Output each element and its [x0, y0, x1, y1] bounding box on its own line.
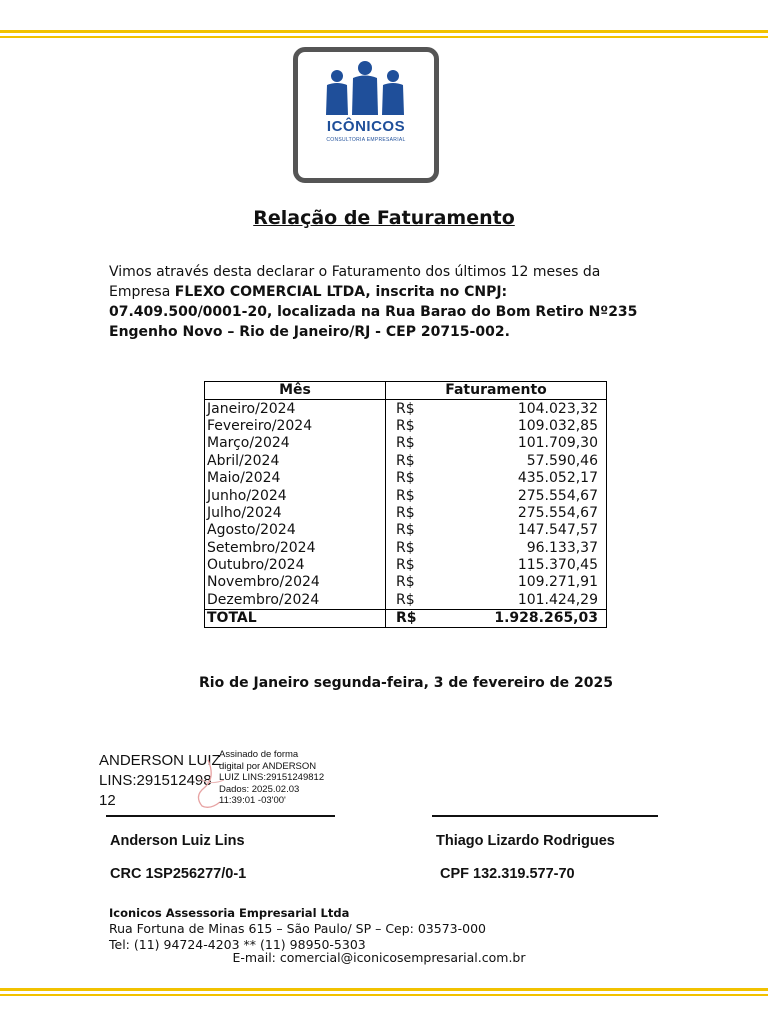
- table-row: [205, 453, 607, 470]
- signature-name-line: 12: [99, 792, 116, 809]
- value-cell: [386, 557, 607, 574]
- value-cell: [386, 435, 607, 452]
- intro-line-3: [109, 302, 669, 322]
- left-signer-name: Anderson Luiz Lins: [110, 833, 245, 849]
- billing-table: [204, 381, 607, 628]
- currency-symbol: R$: [396, 610, 417, 627]
- intro-line-2-prefix: Empresa: [109, 284, 175, 300]
- signature-name-line: ANDERSON LUIZ: [99, 752, 221, 769]
- table-row: [205, 522, 607, 539]
- billing-amount: 275.554,67: [517, 487, 598, 504]
- month-cell: Dezembro/2024: [205, 592, 386, 610]
- month-cell: Outubro/2024: [205, 557, 386, 574]
- month-cell: Março/2024: [205, 435, 386, 452]
- value-cell: [386, 453, 607, 470]
- billing-amount: 109.271,91: [517, 574, 598, 591]
- company-logo: [293, 47, 439, 183]
- currency-symbol: R$: [396, 539, 415, 556]
- right-signer-id: CPF 132.319.577-70: [440, 866, 575, 882]
- table-row: [205, 540, 607, 557]
- billing-amount: 147.547,57: [517, 522, 598, 539]
- intro-company-name: FLEXO COMERCIAL LTDA, inscrita no CNPJ:: [174, 284, 508, 300]
- total-label: TOTAL: [205, 610, 386, 628]
- table-header-row: [205, 382, 607, 400]
- table-row: [205, 574, 607, 591]
- intro-line-2: [109, 282, 669, 302]
- table-row: [205, 557, 607, 574]
- currency-symbol: R$: [396, 470, 415, 487]
- month-cell: Agosto/2024: [205, 522, 386, 539]
- value-cell: [386, 540, 607, 557]
- table-row: [205, 470, 607, 487]
- total-amount: 1.928.265,03: [494, 610, 598, 627]
- top-accent-bar-thin: [0, 36, 768, 38]
- month-cell: Junho/2024: [205, 487, 386, 504]
- billing-amount: 101.424,29: [517, 591, 598, 608]
- intro-line-1: Vimos através desta declarar o Faturamento dos últimos 12 meses da: [109, 264, 601, 280]
- month-cell: Janeiro/2024: [205, 400, 386, 418]
- month-cell: Setembro/2024: [205, 540, 386, 557]
- table-row: [205, 487, 607, 504]
- signature-name-line: LINS:291512498: [99, 772, 212, 789]
- table-row: [205, 592, 607, 610]
- billing-amount: 109.032,85: [517, 417, 598, 434]
- table-row: [205, 418, 607, 435]
- header-billing: Faturamento: [386, 382, 607, 400]
- currency-symbol: R$: [396, 400, 415, 417]
- billing-amount: 435.052,17: [517, 470, 598, 487]
- currency-symbol: R$: [396, 417, 415, 434]
- signature-detail-line: LUIZ LINS:29151249812: [219, 772, 325, 784]
- value-cell: [386, 592, 607, 610]
- intro-city-cep: Engenho Novo – Rio de Janeiro/RJ - CEP 20715-002.: [109, 324, 510, 340]
- signature-detail-line: Assinado de forma: [219, 749, 299, 760]
- table-total-row: [205, 610, 607, 628]
- intro-line-4: [109, 322, 669, 342]
- top-accent-bar: [0, 30, 768, 33]
- currency-symbol: R$: [396, 504, 415, 521]
- month-cell: Novembro/2024: [205, 574, 386, 591]
- value-cell: [386, 522, 607, 539]
- bottom-accent-bar-thin: [0, 994, 768, 996]
- currency-symbol: R$: [396, 574, 415, 591]
- month-cell: Abril/2024: [205, 453, 386, 470]
- footer-phone: Tel: (11) 94724-4203 ** (11) 98950-5303: [109, 937, 366, 952]
- signature-line-left: [106, 815, 335, 817]
- month-cell: Maio/2024: [205, 470, 386, 487]
- value-cell: [386, 470, 607, 487]
- logo-subtitle: CONSULTORIA EMPRESARIAL: [326, 137, 406, 143]
- left-signer-id: CRC 1SP256277/0-1: [110, 866, 247, 882]
- signature-detail-line: 11:39:01 -03'00': [219, 795, 286, 807]
- footer-email[interactable]: E-mail: comercial@iconicosempresarial.com.br: [232, 950, 526, 965]
- intro-paragraph: [109, 262, 669, 342]
- billing-amount: 96.133,37: [526, 539, 598, 556]
- currency-symbol: R$: [396, 435, 415, 452]
- footer-address: Rua Fortuna de Minas 615 – São Paulo/ SP – Cep: 03573-000: [109, 921, 486, 936]
- value-cell: [386, 574, 607, 591]
- month-cell: Fevereiro/2024: [205, 418, 386, 435]
- table-row: [205, 400, 607, 418]
- month-cell: Julho/2024: [205, 505, 386, 522]
- value-cell: [386, 418, 607, 435]
- value-cell: [386, 487, 607, 504]
- footer-company: Iconicos Assessoria Empresarial Ltda: [109, 906, 350, 920]
- currency-symbol: R$: [396, 591, 415, 608]
- table-row: [205, 505, 607, 522]
- billing-amount: 104.023,32: [517, 400, 598, 417]
- header-month: Mês: [205, 382, 386, 400]
- billing-amount: 115.370,45: [517, 557, 598, 574]
- bottom-accent-bar: [0, 988, 768, 991]
- intro-cnpj-address: 07.409.500/0001-20, localizada na Rua Barao do Bom Retiro Nº235: [109, 304, 638, 320]
- signature-detail-line: Dados: 2025.02.03: [219, 783, 300, 795]
- currency-symbol: R$: [396, 522, 415, 539]
- value-cell: [386, 400, 607, 418]
- currency-symbol: R$: [396, 452, 415, 469]
- people-icon: [315, 59, 415, 119]
- logo-name: ICÔNICOS: [326, 118, 406, 135]
- currency-symbol: R$: [396, 487, 415, 504]
- total-value-cell: [386, 610, 607, 628]
- table-row: [205, 435, 607, 452]
- date-line: Rio de Janeiro segunda-feira, 3 de fevereiro de 2025: [199, 675, 613, 691]
- billing-amount: 101.709,30: [517, 435, 598, 452]
- signature-detail-line: digital por ANDERSON: [219, 760, 317, 772]
- currency-symbol: R$: [396, 557, 415, 574]
- billing-amount: 275.554,67: [517, 504, 598, 521]
- table-body: [205, 400, 607, 628]
- right-signer-name: Thiago Lizardo Rodrigues: [436, 833, 615, 849]
- signature-detail: [219, 749, 339, 807]
- billing-amount: 57.590,46: [526, 452, 598, 469]
- page-title: Relação de Faturamento: [253, 207, 515, 229]
- footer-block: [109, 905, 486, 953]
- value-cell: [386, 505, 607, 522]
- signature-line-right: [432, 815, 658, 817]
